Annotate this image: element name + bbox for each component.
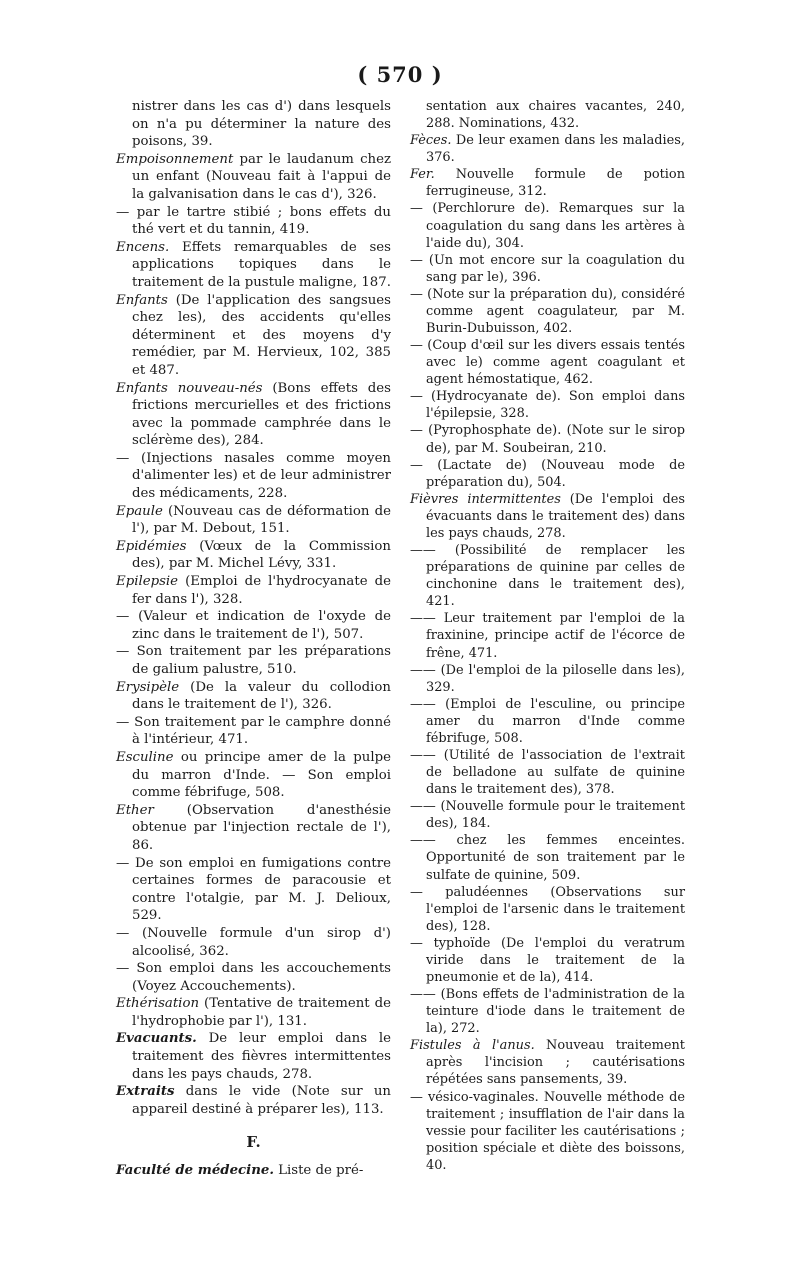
index-entry [116, 1083, 391, 1118]
index-entry [116, 292, 391, 380]
entry-text: De leur emploi dans le traitement des fièvres intermittentes dans les pays chauds, 278. [132, 1031, 391, 1082]
index-entry [116, 802, 391, 855]
entry-text: — (Valeur et indication de l'oxyde de zinc dans le traitement de l'), 507. [116, 609, 391, 642]
entry-term: Fistules à l'anus. [410, 1038, 535, 1054]
index-entry [116, 855, 391, 925]
entry-text: Nouveau traitement après l'incision ; cautérisations répétées sans pansements, 39. [426, 1038, 685, 1088]
entry-text: — Son emploi dans les accouchements (Voyez Accouchements). [116, 961, 391, 994]
entry-term: Encens. [116, 239, 170, 255]
index-entry [116, 643, 391, 678]
index-entry [116, 151, 391, 204]
entry-text: — (Note sur la préparation du), considéré comme agent coagulateur, par M. Burin-Dubuisson, 402. [410, 286, 685, 337]
index-entry [116, 679, 391, 714]
entry-text: — (Hydrocyanate de). Son emploi dans l'épilepsie, 328. [410, 389, 685, 422]
entry-text: —— (Possibilité de remplacer les préparations de quinine par celles de cinchonine dans le traitement des), 421. [410, 543, 685, 610]
entry-text: — (Injections nasales comme moyen d'alimenter les) et de leur administrer des médicaments, 228. [116, 450, 391, 502]
page-number: ( 570 ) [357, 62, 443, 87]
entry-text: (Vœux de la Commission des), par M. Michel Lévy, 331. [132, 538, 391, 572]
index-entry [116, 450, 391, 503]
left-column-entries [116, 151, 391, 1119]
entry-text: (Tentative de traitement de l'hydrophobie par l'), 131. [132, 996, 391, 1029]
entry-term: Esculine [116, 749, 174, 765]
index-entry [410, 798, 685, 832]
index-entry [410, 747, 685, 798]
entry-term: Fer. [410, 167, 435, 183]
index-entry [116, 749, 391, 802]
index-entry [410, 832, 685, 883]
right-column [410, 98, 685, 1174]
index-entry [410, 422, 685, 456]
entry-text: (Observation d'anesthésie obtenue par l'injection rectale de l'), 86. [132, 802, 391, 853]
index-entry-last [116, 1162, 391, 1180]
left-column [116, 98, 391, 1180]
entry-text: (Nouveau cas de déformation de l'), par M. Debout, 151. [132, 503, 391, 537]
index-entry [116, 960, 391, 995]
index-entry [410, 1037, 685, 1088]
left-column-continuation: nistrer dans les cas d') dans lesquels on n'a pu déterminer la nature des poisons, 39. [132, 99, 391, 150]
section-letter: F. [246, 1133, 261, 1152]
index-entry [116, 538, 391, 573]
index-entry [116, 204, 391, 239]
index-entry [410, 388, 685, 422]
entry-text: (De l'application des sangsues chez les), des accidents qu'elles déterminent et des moyens d'y remédier, par M. Hervieux, 102, 385 et 487. [132, 292, 391, 378]
entry-term: Epidémies [116, 538, 187, 554]
entry-text: (De l'emploi des évacuants dans le traitement des) dans les pays chauds, 278. [426, 491, 685, 541]
entry-term: Epilepsie [116, 574, 179, 590]
entry-text: Nouvelle formule de potion ferrugineuse, 312. [426, 167, 685, 200]
entry-text: ou principe amer de la pulpe du marron d'Inde. — Son emploi comme fébrifuge, 508. [132, 749, 391, 801]
entry-text: —— chez les femmes enceintes. Opportunité de son traitement par le sulfate de quinine, 509. [410, 833, 685, 883]
index-entry [410, 884, 685, 935]
entry-text: —— (Nouvelle formule pour le traitement des), 184. [410, 799, 685, 832]
entry-text: (De la valeur du collodion dans le traitement de l'), 326. [132, 679, 391, 713]
entry-text: — De son emploi en fumigations contre certaines formes de paracousie et contre l'otalgie, par M. J. Delioux, 529. [116, 855, 391, 924]
index-entry [116, 995, 391, 1030]
index-entry [116, 1030, 391, 1083]
entry-text: Liste de pré- [273, 1163, 364, 1179]
index-entry [410, 542, 685, 610]
index-entry [410, 662, 685, 696]
entry-term: Erysipèle [116, 679, 180, 695]
index-entry [410, 696, 685, 747]
entry-term: Enfants nouveau-nés [116, 380, 263, 396]
entry-term: Epaule [116, 503, 163, 519]
index-entry [410, 457, 685, 491]
entry-text: — (Pyrophosphate de). (Note sur le sirop de), par M. Soubeiran, 210. [410, 423, 685, 456]
entry-term: Fèces. [410, 133, 452, 149]
index-entry [116, 573, 391, 608]
index-entry [410, 200, 685, 251]
entry-text: — typhoïde (De l'emploi du veratrum viride dans le traitement de la pneumonie et de la), 414. [410, 935, 685, 985]
entry-text: — (Lactate de) (Nouveau mode de préparation du), 504. [410, 457, 685, 490]
entry-text: De leur examen dans les maladies, 376. [426, 133, 685, 166]
entry-term: Faculté de médecine. [116, 1163, 274, 1179]
index-entry [116, 380, 391, 450]
entry-text: par le laudanum chez un enfant (Nouveau fait à l'appui de la galvanisation dans le cas d'), 326. [132, 151, 391, 202]
index-entry [116, 714, 391, 749]
right-column-continuation: sentation aux chaires vacantes, 240, 288. Nominations, 432. [426, 99, 685, 132]
index-entry [116, 239, 391, 292]
index-entry [410, 337, 685, 388]
entry-text: —— (Bons effets de l'administration de la teinture d'iode dans le traitement de la), 272. [410, 987, 685, 1037]
index-entry [410, 986, 685, 1037]
entry-text: — (Nouvelle formule d'un sirop d') alcoolisé, 362. [116, 925, 391, 959]
entry-text: — paludéennes (Observations sur l'emploi de l'arsenic dans le traitement des), 128. [410, 884, 685, 934]
entry-term: Enfants [116, 292, 168, 308]
entry-text: — (Coup d'œil sur les divers essais tentés avec le) comme agent coagulant et agent hémostatique, 462. [410, 338, 685, 388]
entry-term: Empoisonnement [116, 151, 234, 167]
index-entry [410, 491, 685, 542]
index-entry [116, 608, 391, 643]
entry-text: Effets remarquables de ses applications topiques dans le traitement de la pustule maligne, 187. [132, 239, 391, 290]
index-entry [410, 935, 685, 986]
index-entry [410, 252, 685, 286]
entry-text: (Bons effets des frictions mercurielles et des frictions avec la pommade camphrée dans le sclérème des), 284. [132, 380, 391, 449]
entry-text: (Emploi de l'hydrocyanate de fer dans l'), 328. [132, 574, 391, 607]
right-column-entries [410, 132, 685, 1174]
index-entry [116, 503, 391, 538]
entry-text: —— (De l'emploi de la piloselle dans les), 329. [410, 662, 685, 695]
entry-term: Evacuants. [116, 1031, 197, 1047]
entry-text: — (Un mot encore sur la coagulation du sang par le), 396. [410, 252, 685, 285]
entry-text: —— (Utilité de l'association de l'extrait de belladone au sulfate de quinine dans le traitement des), 378. [410, 747, 685, 798]
index-entry [116, 925, 391, 960]
entry-text: dans le vide (Note sur un appareil destiné à préparer les), 113. [132, 1084, 391, 1117]
index-entry [410, 166, 685, 200]
index-entry [410, 132, 685, 166]
entry-text: — Son traitement par les préparations de galium palustre, 510. [116, 644, 391, 677]
index-entry [410, 286, 685, 337]
entry-text: —— (Emploi de l'esculine, ou principe amer du marron d'Inde comme fébrifuge, 508. [410, 696, 685, 746]
entry-term: Extraits [116, 1084, 175, 1100]
entry-text: —— Leur traitement par l'emploi de la fraxinine, principe actif de l'écorce de frêne, 471. [410, 611, 685, 661]
index-entry [410, 1089, 685, 1174]
entry-text: — Son traitement par le camphre donné à l'intérieur, 471. [116, 714, 391, 748]
entry-text: — vésico-vaginales. Nouvelle méthode de traitement ; insufflation de l'air dans la vessie pour faciliter les cautérisations ; position spéciale et diète des boissons, 40. [410, 1089, 685, 1173]
entry-term: Fièvres intermittentes [410, 491, 561, 507]
entry-text: — par le tartre stibié ; bons effets du thé vert et du tannin, 419. [116, 204, 391, 238]
entry-term: Ethérisation [116, 996, 200, 1012]
entry-term: Ether [116, 802, 154, 818]
entry-text: — (Perchlorure de). Remarques sur la coagulation du sang dans les artères à l'aide du), 304. [410, 201, 685, 251]
index-entry [410, 610, 685, 661]
